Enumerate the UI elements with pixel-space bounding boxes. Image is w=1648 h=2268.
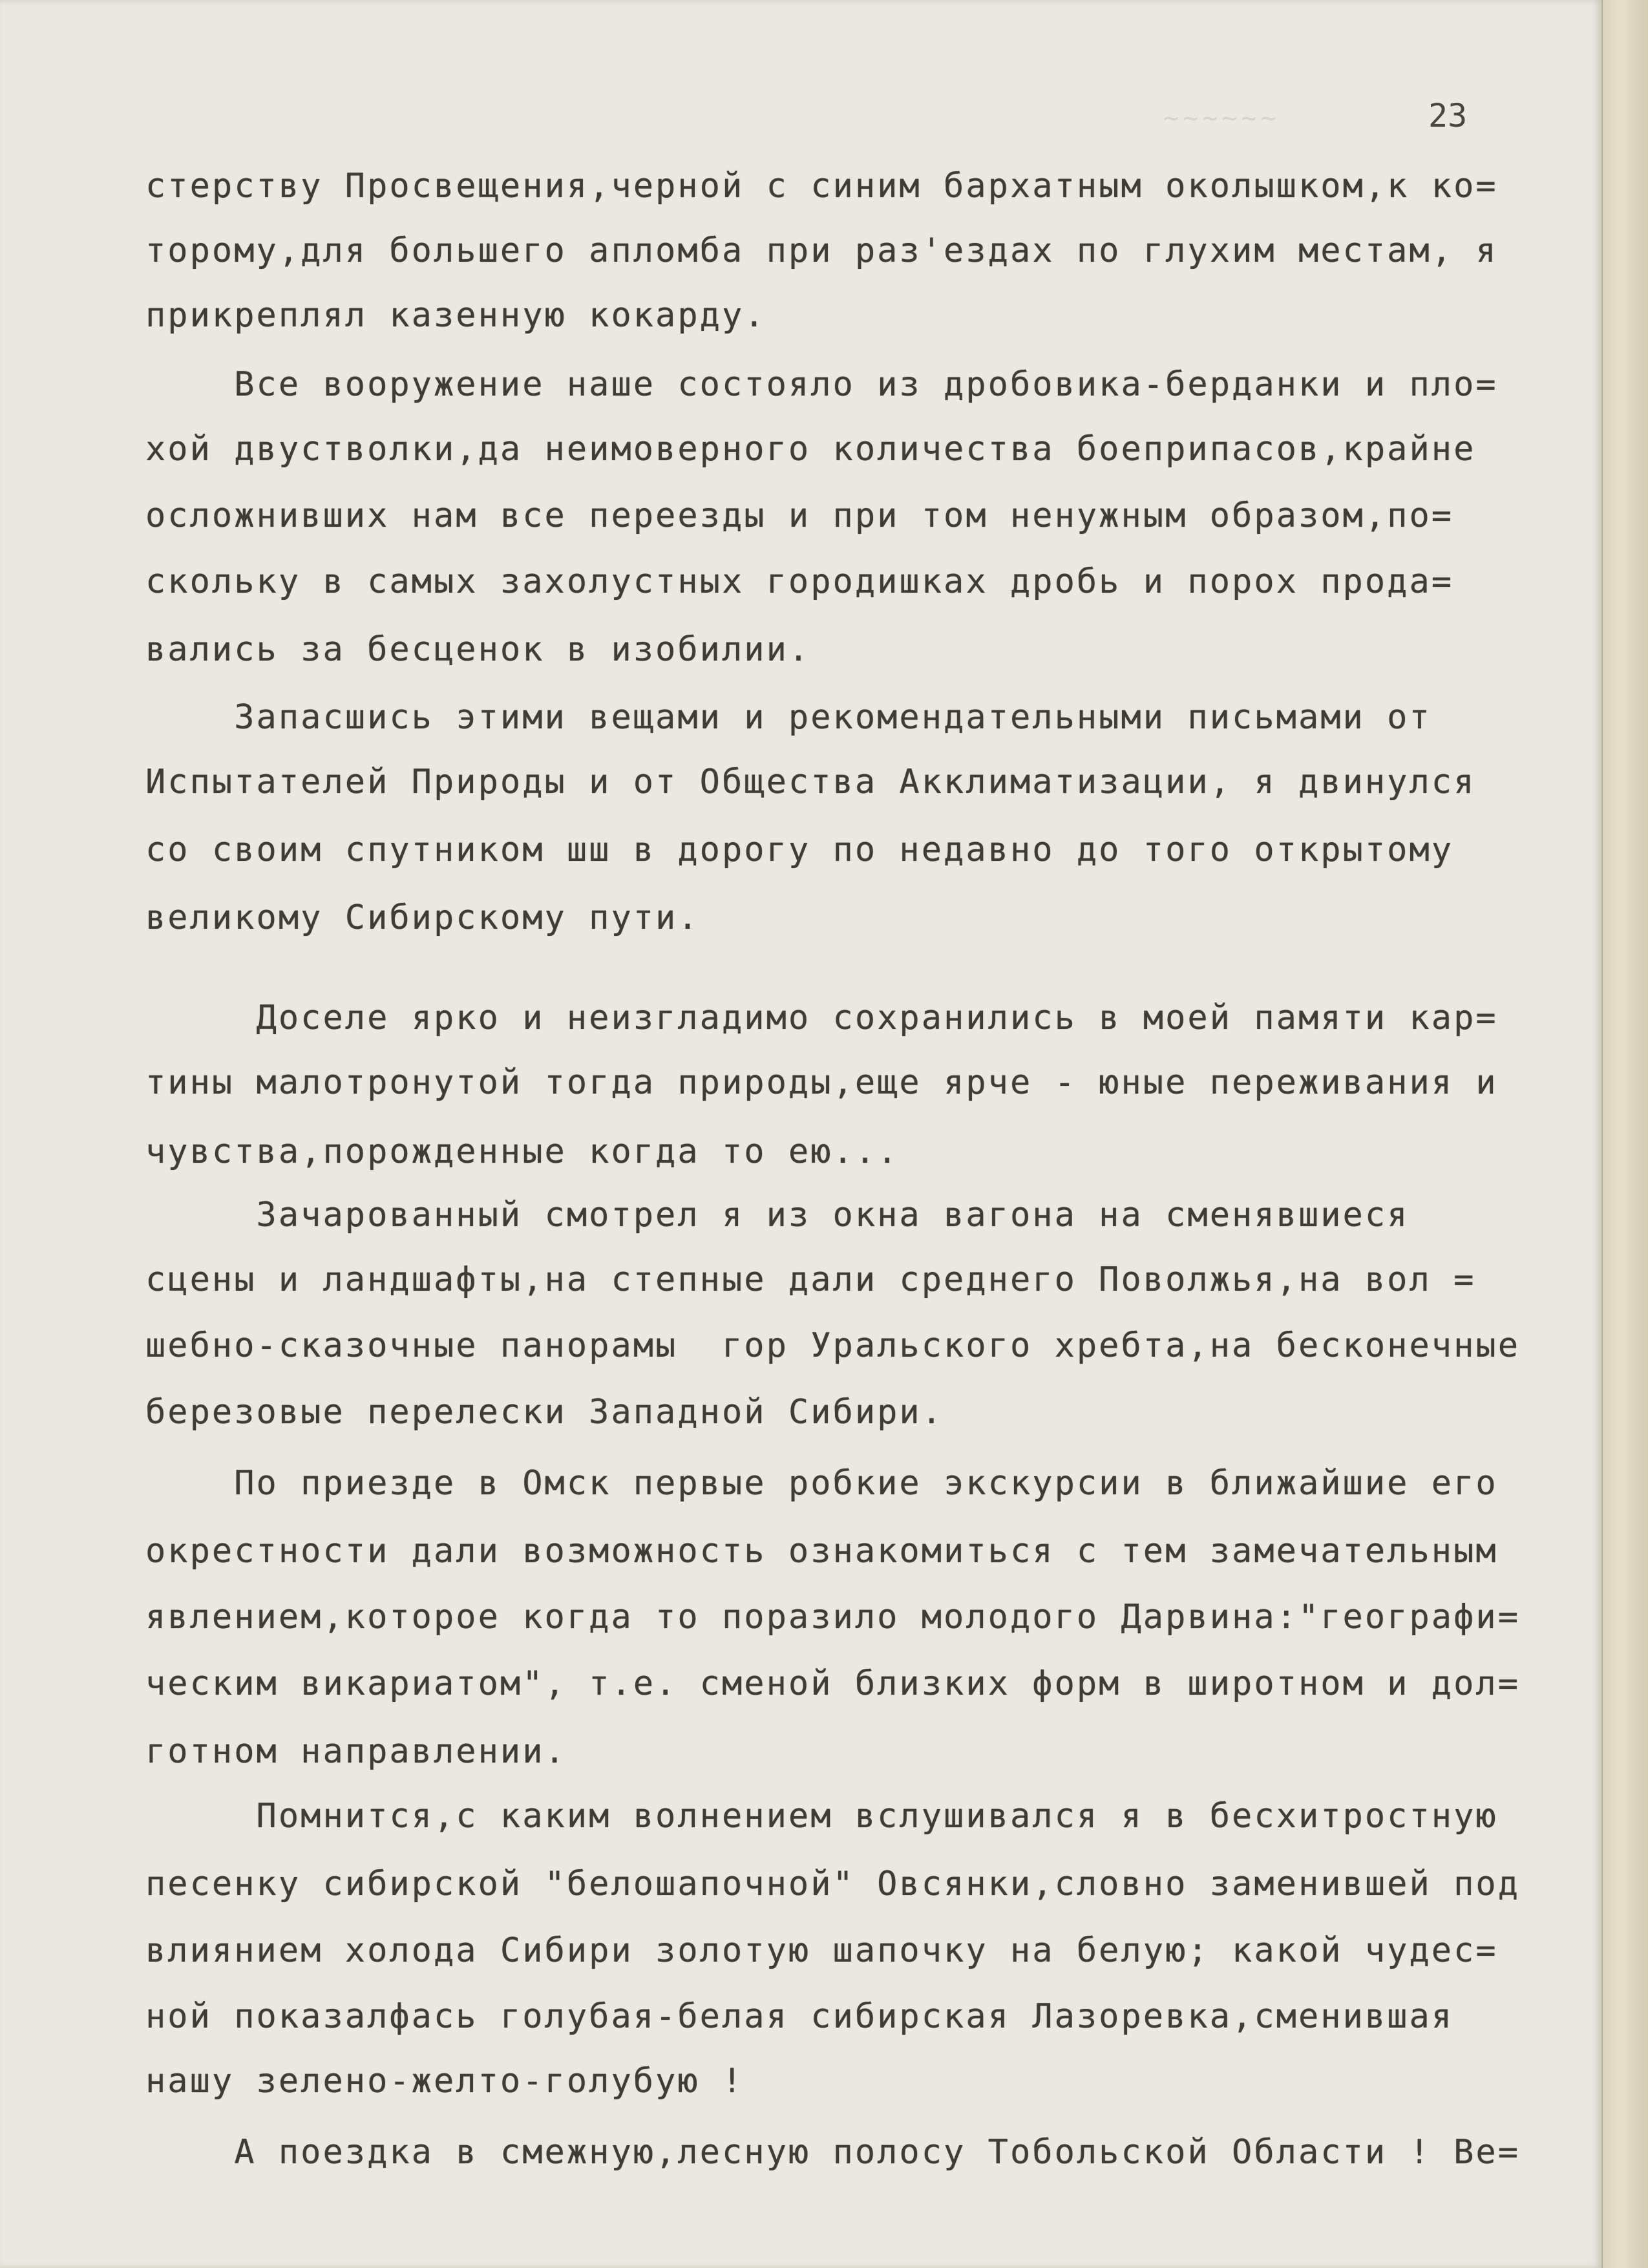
text-line: хой двустволки,да неимоверного количества боеприпасов,крайне <box>145 430 1476 469</box>
text-line: скольку в самых захолустных городишках дробь и порох прода= <box>145 562 1454 601</box>
text-line: вались за бесценок в изобилии. <box>145 630 811 669</box>
text-line: Помнится,с каким волнением вслушивался я в бесхитростную <box>145 1797 1498 1836</box>
text-line: Запасшись этими вещами и рекомендательными письмами от <box>145 698 1431 737</box>
text-line: великому Сибирскому пути. <box>145 898 700 937</box>
text-line: Доселе ярко и неизгладимо сохранились в моей памяти кар= <box>145 999 1498 1037</box>
text-line: осложнивших нам все переезды и при том ненужным образом,по= <box>145 496 1454 535</box>
text-line: Все вооружение наше состояло из дробовика-берданки и пло= <box>145 365 1498 404</box>
text-line: готном направлении. <box>145 1732 567 1771</box>
text-line: торому,для большего апломба при раз'ездах по глухим местам, я <box>145 231 1498 270</box>
text-line: прикреплял казенную кокарду. <box>145 296 766 335</box>
text-line: влиянием холода Сибири золотую шапочку на белую; какой чудес= <box>145 1931 1498 1970</box>
text-line: Зачарованный смотрел я из окна вагона на сменявшиеся <box>145 1196 1410 1235</box>
faint-stamp-mark: ~~~~~~ <box>1163 103 1280 133</box>
text-line: чувства,порожденные когда то ею... <box>145 1132 900 1171</box>
text-line: окрестности дали возможность ознакомиться с тем замечательным <box>145 1532 1498 1571</box>
text-line: ной показалфась голубая-белая сибирская Лазоревка,сменившая <box>145 1997 1454 2036</box>
text-line: По приезде в Омск первые робкие экскурсии в ближайшие его <box>145 1464 1498 1503</box>
text-line: со своим спутником шш в дорогу по недавно до того открытому <box>145 831 1454 869</box>
text-line: ческим викариатом", т.е. сменой близких форм в широтном и дол= <box>145 1664 1521 1703</box>
text-line: нашу зелено-желто-голубую ! <box>145 2062 745 2101</box>
text-line: стерству Просвещения,черной с синим бархатным околышком,к ко= <box>145 167 1498 206</box>
text-line: березовые перелески Западной Сибири. <box>145 1393 944 1432</box>
text-line: тины малотронутой тогда природы,еще ярче - юные переживания и <box>145 1063 1498 1102</box>
page-number: 23 <box>1428 97 1468 134</box>
text-line: Испытателей Природы и от Общества Акклиматизации, я двинулся <box>145 763 1476 801</box>
text-line: шебно-сказочные панорамы гор Уральского хребта,на бесконечные <box>145 1326 1521 1365</box>
text-line: сцены и ландшафты,на степные дали среднего Поволжья,на вол = <box>145 1260 1476 1299</box>
page-edge <box>1601 0 1648 2268</box>
text-line: явлением,которое когда то поразило молодого Дарвина:"географи= <box>145 1598 1521 1637</box>
text-line: А поездка в смежную,лесную полосу Тобольской Области ! Ве= <box>145 2133 1521 2172</box>
text-line: песенку сибирской "белошапочной" Овсянки,словно заменившей под <box>145 1865 1521 1903</box>
